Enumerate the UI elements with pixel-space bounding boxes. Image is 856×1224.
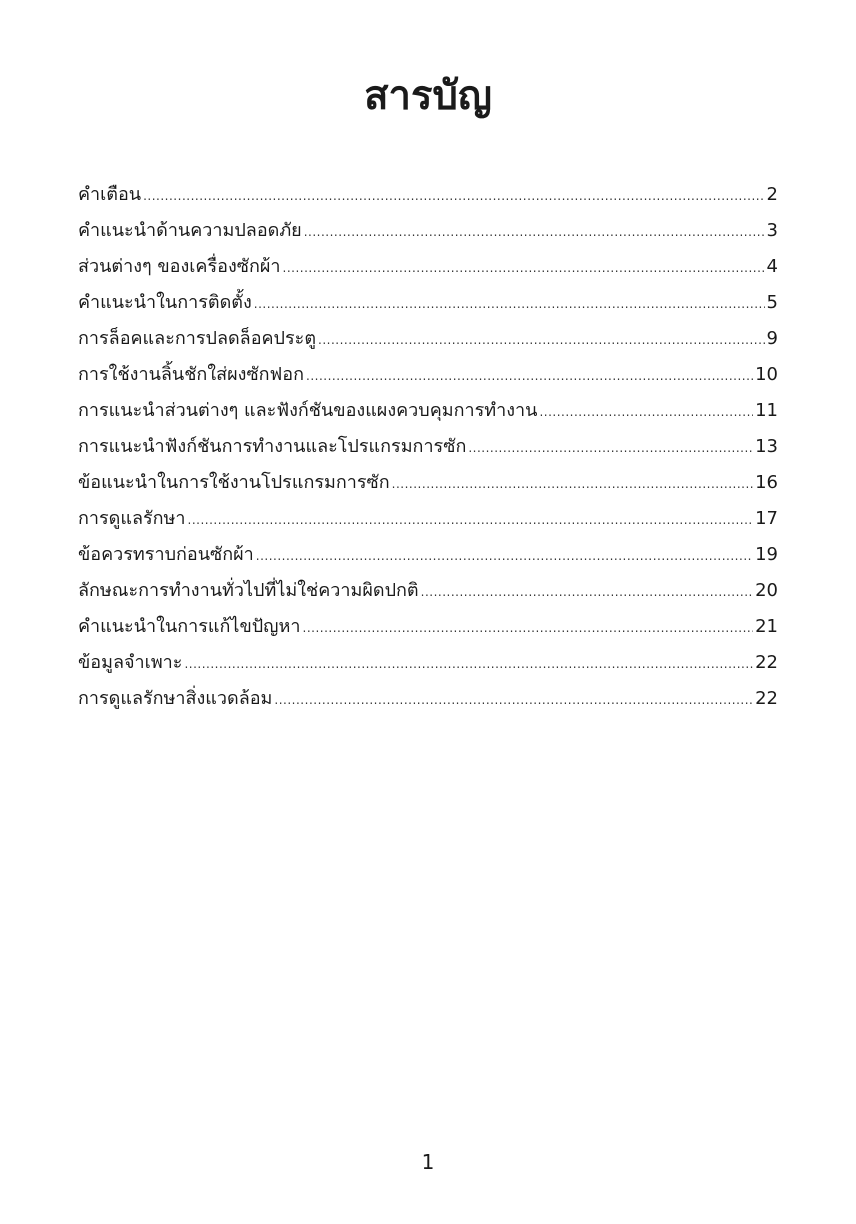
toc-entry-page: 3 [766, 220, 778, 241]
toc-entry[interactable] [78, 249, 778, 285]
toc-entry-label: การแนะนำส่วนต่างๆ และฟังก์ชันของแผงควบคุมการทำงาน [78, 400, 538, 421]
toc-entry-label: ส่วนต่างๆ ของเครื่องซักผ้า [78, 256, 281, 277]
toc-dot-leader [318, 322, 765, 358]
toc-entry-label: การใช้งานลิ้นชักใส่ผงซักฟอก [78, 364, 305, 385]
toc-entry[interactable] [78, 573, 778, 609]
table-of-contents [78, 177, 778, 717]
toc-entry-label: ข้อมูลจำเพาะ [78, 652, 183, 673]
toc-entry-label: การล็อคและการปลดล็อคประตู [78, 328, 317, 349]
toc-entry[interactable] [78, 429, 778, 465]
toc-entry[interactable] [78, 609, 778, 645]
page-number: 1 [421, 1150, 435, 1174]
toc-entry-page: 20 [755, 580, 778, 601]
toc-entry-page: 4 [766, 256, 778, 277]
toc-entry[interactable] [78, 645, 778, 681]
toc-entry-label: ข้อแนะนำในการใช้งานโปรแกรมการซัก [78, 472, 390, 493]
toc-dot-leader [283, 250, 765, 286]
toc-dot-leader [188, 502, 754, 538]
toc-dot-leader [256, 538, 753, 574]
toc-dot-leader [468, 430, 753, 466]
toc-entry-page: 16 [755, 472, 778, 493]
toc-dot-leader [254, 286, 765, 322]
toc-entry-label: การดูแลรักษา [78, 508, 186, 529]
toc-entry[interactable] [78, 501, 778, 537]
toc-dot-leader [392, 466, 753, 502]
toc-entry-label: การแนะนำฟังก์ชันการทำงานและโปรแกรมการซัก [78, 436, 467, 457]
toc-dot-leader [143, 178, 764, 214]
toc-entry-page: 21 [755, 616, 778, 637]
toc-entry[interactable] [78, 357, 778, 393]
toc-entry-label: คำแนะนำในการติดตั้ง [78, 292, 252, 313]
page-title: สารบัญ [364, 73, 492, 119]
toc-entry-page: 10 [755, 364, 778, 385]
toc-entry[interactable] [78, 537, 778, 573]
toc-entry-page: 22 [755, 688, 778, 709]
toc-dot-leader [539, 394, 753, 430]
toc-dot-leader [274, 682, 753, 718]
toc-entry[interactable] [78, 321, 778, 357]
toc-entry-page: 22 [755, 652, 778, 673]
toc-entry-label: คำเตือน [78, 184, 142, 205]
toc-entry-page: 5 [766, 292, 778, 313]
toc-entry-label: ข้อควรทราบก่อนซักผ้า [78, 544, 254, 565]
toc-entry[interactable] [78, 285, 778, 321]
toc-entry-page: 11 [755, 400, 778, 421]
toc-dot-leader [303, 610, 754, 646]
toc-entry[interactable] [78, 213, 778, 249]
toc-entry-page: 19 [755, 544, 778, 565]
toc-entry[interactable] [78, 681, 778, 717]
toc-entry-label: คำแนะนำในการแก้ไขปัญหา [78, 616, 301, 637]
toc-entry-page: 17 [755, 508, 778, 529]
toc-entry-label: การดูแลรักษาสิ่งแวดล้อม [78, 688, 273, 709]
toc-entry[interactable] [78, 465, 778, 501]
toc-entry-page: 2 [766, 184, 778, 205]
toc-entry[interactable] [78, 393, 778, 429]
toc-entry-page: 9 [766, 328, 778, 349]
toc-entry-label: คำแนะนำด้านความปลอดภัย [78, 220, 302, 241]
toc-dot-leader [306, 358, 753, 394]
toc-entry-label: ลักษณะการทำงานทั่วไปที่ไม่ใช่ความผิดปกติ [78, 580, 419, 601]
toc-entry[interactable] [78, 177, 778, 213]
toc-entry-page: 13 [755, 436, 778, 457]
toc-dot-leader [304, 214, 765, 250]
toc-dot-leader [421, 574, 753, 610]
toc-dot-leader [184, 646, 753, 682]
